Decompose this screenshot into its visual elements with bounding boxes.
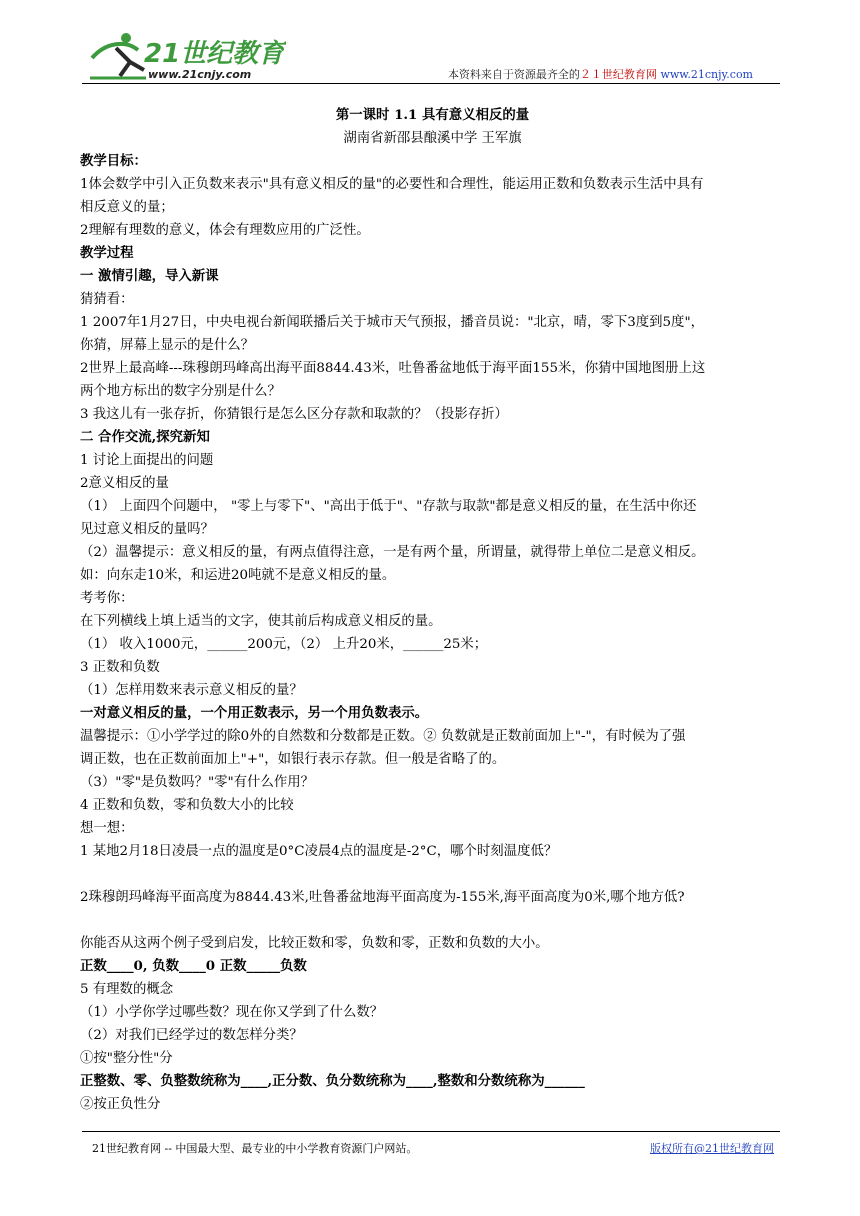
doc-line: （1）小学你学过哪些数？现在你又学到了什么数？ [80, 1005, 384, 1020]
doc-line: 正整数、零、负整数统称为____,正分数、负分数统称为____,整数和分数统称为______ [80, 1073, 585, 1089]
footer-divider [82, 1131, 780, 1132]
doc-line: 2世界上最高峰---珠穆朗玛峰高出海平面8844.43米，吐鲁番盆地低于海平面155米，你猜中国地图册上这 [80, 361, 706, 376]
blank-line [80, 863, 785, 886]
header-note-brand[interactable]: ２１世纪教育网 [579, 68, 657, 81]
header-note-url[interactable]: www.21cnjy.com [660, 68, 753, 81]
doc-line: 两个地方标出的数字分别是什么？ [80, 384, 281, 399]
doc-line: 调正数，也在正数前面加上"+"，如银行表示存款。但一般是省略了的。 [80, 752, 506, 767]
document-body [80, 104, 785, 1116]
doc-title: 第一课时 1.1 具有意义相反的量 [335, 107, 530, 123]
doc-line: 想一想： [80, 821, 134, 836]
doc-line: 温馨提示：①小学学过的除0外的自然数和分数都是正数。② 负数就是正数前面加上"-"，有时候为了强 [80, 729, 686, 744]
doc-lines [80, 150, 785, 1116]
site-logo [86, 28, 286, 84]
doc-line: 教学目标： [80, 153, 147, 169]
doc-line: ②按正负性分 [80, 1097, 161, 1112]
doc-line: 3 我这儿有一张存折，你猜银行是怎么区分存款和取款的？（投影存折） [80, 407, 508, 422]
doc-line: 教学过程 [80, 245, 134, 261]
doc-author: 湖南省新邵县酿溪中学 王军旗 [343, 131, 522, 146]
doc-line: 考考你： [80, 591, 134, 606]
doc-line: 见过意义相反的量吗？ [80, 522, 214, 537]
footer-text: 21世纪教育网 -- 中国最大型、最专业的中小学教育资源门户网站。 [92, 1142, 418, 1155]
doc-line: 2理解有理数的意义，体会有理数应用的广泛性。 [80, 223, 370, 238]
doc-line: 二 合作交流,探究新知 [80, 429, 210, 445]
doc-line: 正数____0, 负数____0 正数_____负数 [80, 958, 307, 974]
doc-line: 相反意义的量； [80, 200, 174, 215]
doc-line: 1 讨论上面提出的问题 [80, 453, 214, 468]
doc-line: 你猜，屏幕上显示的是什么？ [80, 338, 255, 353]
doc-line: 猜猜看： [80, 292, 134, 307]
doc-line: ①按"整分性"分 [80, 1051, 173, 1066]
doc-line: 2珠穆朗玛峰海平面高度为8844.43米,吐鲁番盆地海平面高度为-155米,海平面高度为0米,哪个地方低? [80, 890, 685, 905]
doc-line: 1体会数学中引入正负数来表示"具有意义相反的量"的必要性和合理性，能运用正数和负数表示生活中具有 [80, 177, 704, 192]
doc-line: 3 正数和负数 [80, 660, 160, 675]
logo-text: 21世纪教育 [144, 39, 285, 69]
doc-line: 5 有理数的概念 [80, 982, 174, 997]
logo-url: www.21cnjy.com [148, 68, 252, 81]
doc-line: 4 正数和负数，零和负数大小的比较 [80, 798, 294, 813]
doc-line: 如：向东走10米，和运进20吨就不是意义相反的量。 [80, 568, 396, 583]
doc-line: 一 激情引趣，导入新课 [80, 268, 219, 284]
header-note [448, 66, 753, 82]
header-note-prefix: 本资料来自于资源最齐全的 [447, 68, 580, 81]
blank-line [80, 909, 785, 932]
header-divider [82, 83, 780, 84]
footer-copyright-link[interactable]: 版权所有@21世纪教育网 [650, 1142, 774, 1155]
doc-line: （2）对我们已经学过的数怎样分类？ [80, 1028, 303, 1043]
doc-line: 2意义相反的量 [80, 476, 169, 491]
doc-line: （3）"零"是负数吗？"零"有什么作用？ [80, 775, 315, 790]
doc-line: （2）温馨提示：意义相反的量，有两点值得注意，一是有两个量，所谓量，就得带上单位二是意义相反。 [80, 545, 705, 560]
doc-line: 1 某地2月18日凌晨一点的温度是0°C凌晨4点的温度是-2°C，哪个时刻温度低？ [80, 844, 558, 859]
doc-line: 1 2007年1月27日，中央电视台新闻联播后关于城市天气预报，播音员说："北京，晴，零下3度到5度"， [80, 315, 705, 330]
doc-line: （1）怎样用数来表示意义相反的量？ [80, 683, 303, 698]
doc-line: 一对意义相反的量，一个用正数表示，另一个用负数表示。 [80, 705, 429, 721]
doc-line: （1） 上面四个问题中， "零上与零下"、"高出于低于"、"存款与取款"都是意义相反的量，在生活中你还 [80, 499, 697, 514]
doc-line: 你能否从这两个例子受到启发，比较正数和零，负数和零，正数和负数的大小。 [80, 936, 549, 951]
doc-line: 在下列横线上填上适当的文字，使其前后构成意义相反的量。 [80, 614, 442, 629]
doc-line: （1） 收入1000元，______200元，（2） 上升20米，______25米； [80, 637, 488, 652]
